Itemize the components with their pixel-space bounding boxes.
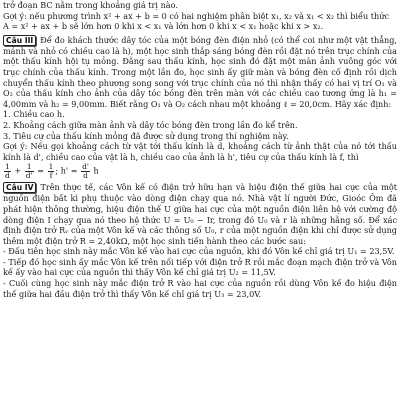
- hint-text: Nếu gọi khoảng cách từ vật tới thấu kính là d, khoảng cách từ ảnh thật của nó tới thấu kính là d', chiều cao của vật là h, chiều cao của ảnh là h', tiêu cự của thấu kính là f, thì: [3, 141, 397, 162]
- intro-hint: [3, 11, 397, 22]
- question-3-item-3: 3. Tiêu cự của thấu kính mỏng đã được sử dụng trong thí nghiệm này.: [3, 130, 289, 141]
- fraction-dprime-over-d: $\frac{d'}{d}$: [82, 162, 89, 181]
- fraction-1-over-f: $\frac{1}{f}$: [48, 162, 54, 181]
- question-3-badge: Câu III: [3, 35, 36, 46]
- question-4-step-1: - Đấu tiên học sinh này mắc Vôn kế vào hai cực của nguồn, khi đó Vôn kế chỉ giá trị U₁ = 23,5V.: [3, 246, 395, 257]
- question-4-badge: Câu IV: [3, 182, 36, 193]
- fraction-1-over-dprime: $\frac{1}{d'}$: [25, 162, 33, 181]
- hint-label: Gợi ý:: [3, 141, 28, 152]
- question-4-step-3: - Cuối cùng học sinh này mắc điện trở R vào hai cực của nguồn rồi dùng Vôn kế đo hiệu điện thế giữa hai đầu điện trở thì thấy Vôn kế chỉ giá trị U₃ = 23,0V.: [3, 278, 397, 299]
- question-3-text: Để đo khách thước dây tóc của một bóng đèn điện nhỏ (có thể coi như một vật thẳng, mảnh và nhỏ có chiều cao là h), một học sinh thắp sáng bóng đèn rồi đặt nó trên trục chính của một thấu kính hội tụ mỏng. Đằng sau thấu kính, học sinh đó đặt một màn ảnh vuông góc với trục chính của thấu kính. Trong một lần đo, học sinh ấy giữ màn và bóng đèn cố định rồi dịch chuyển thấu kính theo phương song song với trục chính của nó thì nhận thấy có hai vị trí O₁ và O₂ của thấu kính cho ảnh của dây tóc bóng đèn trên màn với các chiều cao tương ứng là h₁ = 4,00mm và h₂ = 9,00mm. Biết rằng O₁ và O₂ cách nhau một khoảng ℓ = 20,0cm. Hãy xác định:: [3, 34, 397, 109]
- question-3-hint: [3, 141, 397, 162]
- question-4-step-2: - Tiếp đó học sinh ấy mắc Vôn kế trên nối tiếp với điện trở R rồi mắc đoạn mạch điện trở và Vôn kế ấy vào hai cực của nguồn thì thấy Vôn kế chỉ giá trị U₂ = 11,5V.: [3, 256, 397, 278]
- hint-label: Gợi ý:: [3, 10, 27, 21]
- fraction-1-over-d: $\frac{1}{d}$: [5, 162, 10, 181]
- intro-line: trở đoạn BC nằm trong khoảng giá trị nào.: [3, 0, 178, 10]
- question-4-text: Trên thực tế, các Vôn kế có điện trở hữu hạn và hiệu điện thế giữa hai cực của một nguồn điện bất kì phụ thuộc vào dòng điện chạy qua nó. Nhà vật lí người Đức, Gioóc Ôm đã phát hiện thông thường, hiệu điện thế U giữa hai cực của một nguồn điện liên hệ với cường độ dòng điện I chạy qua nó theo hệ thức U = U₀ − Ir, trong đó U₀ và r là những hằng số. Để xác định điện trở Rᵥ của một Vôn kế và các thông số U₀, r của một nguồn điện khi chỉ được sử dụng thêm một điện trở R = 2,40kΩ, một học sinh tiến hành theo các bước sau:: [3, 182, 397, 246]
- question-3-item-2: 2. Khoảng cách giữa màn ảnh và dây tóc bóng đèn trong lần đo kể trên.: [3, 119, 298, 130]
- question-3-paragraph: [3, 35, 397, 110]
- question-4-paragraph: [3, 182, 397, 246]
- hint-text: nếu phương trình x² + ax + b = 0 có hai nghiệm phân biệt x₁, x₂ và x₁ < x₂ thì biểu thức: [26, 10, 389, 21]
- question-3-item-1: 1. Chiều cao h.: [3, 109, 65, 120]
- lens-formula: $\frac{1}{d}$ + $\frac{1}{d'}$ = $\frac{1}{f}$ ; h' = $\frac{d'}{d}$ h: [5, 162, 99, 181]
- intro-hint-line2: A = x² + ax + b sẽ lớn hơn 0 khi x < x₁ và lớn hơn 0 khi x < x₁ hoặc khi x > x₂.: [3, 21, 324, 32]
